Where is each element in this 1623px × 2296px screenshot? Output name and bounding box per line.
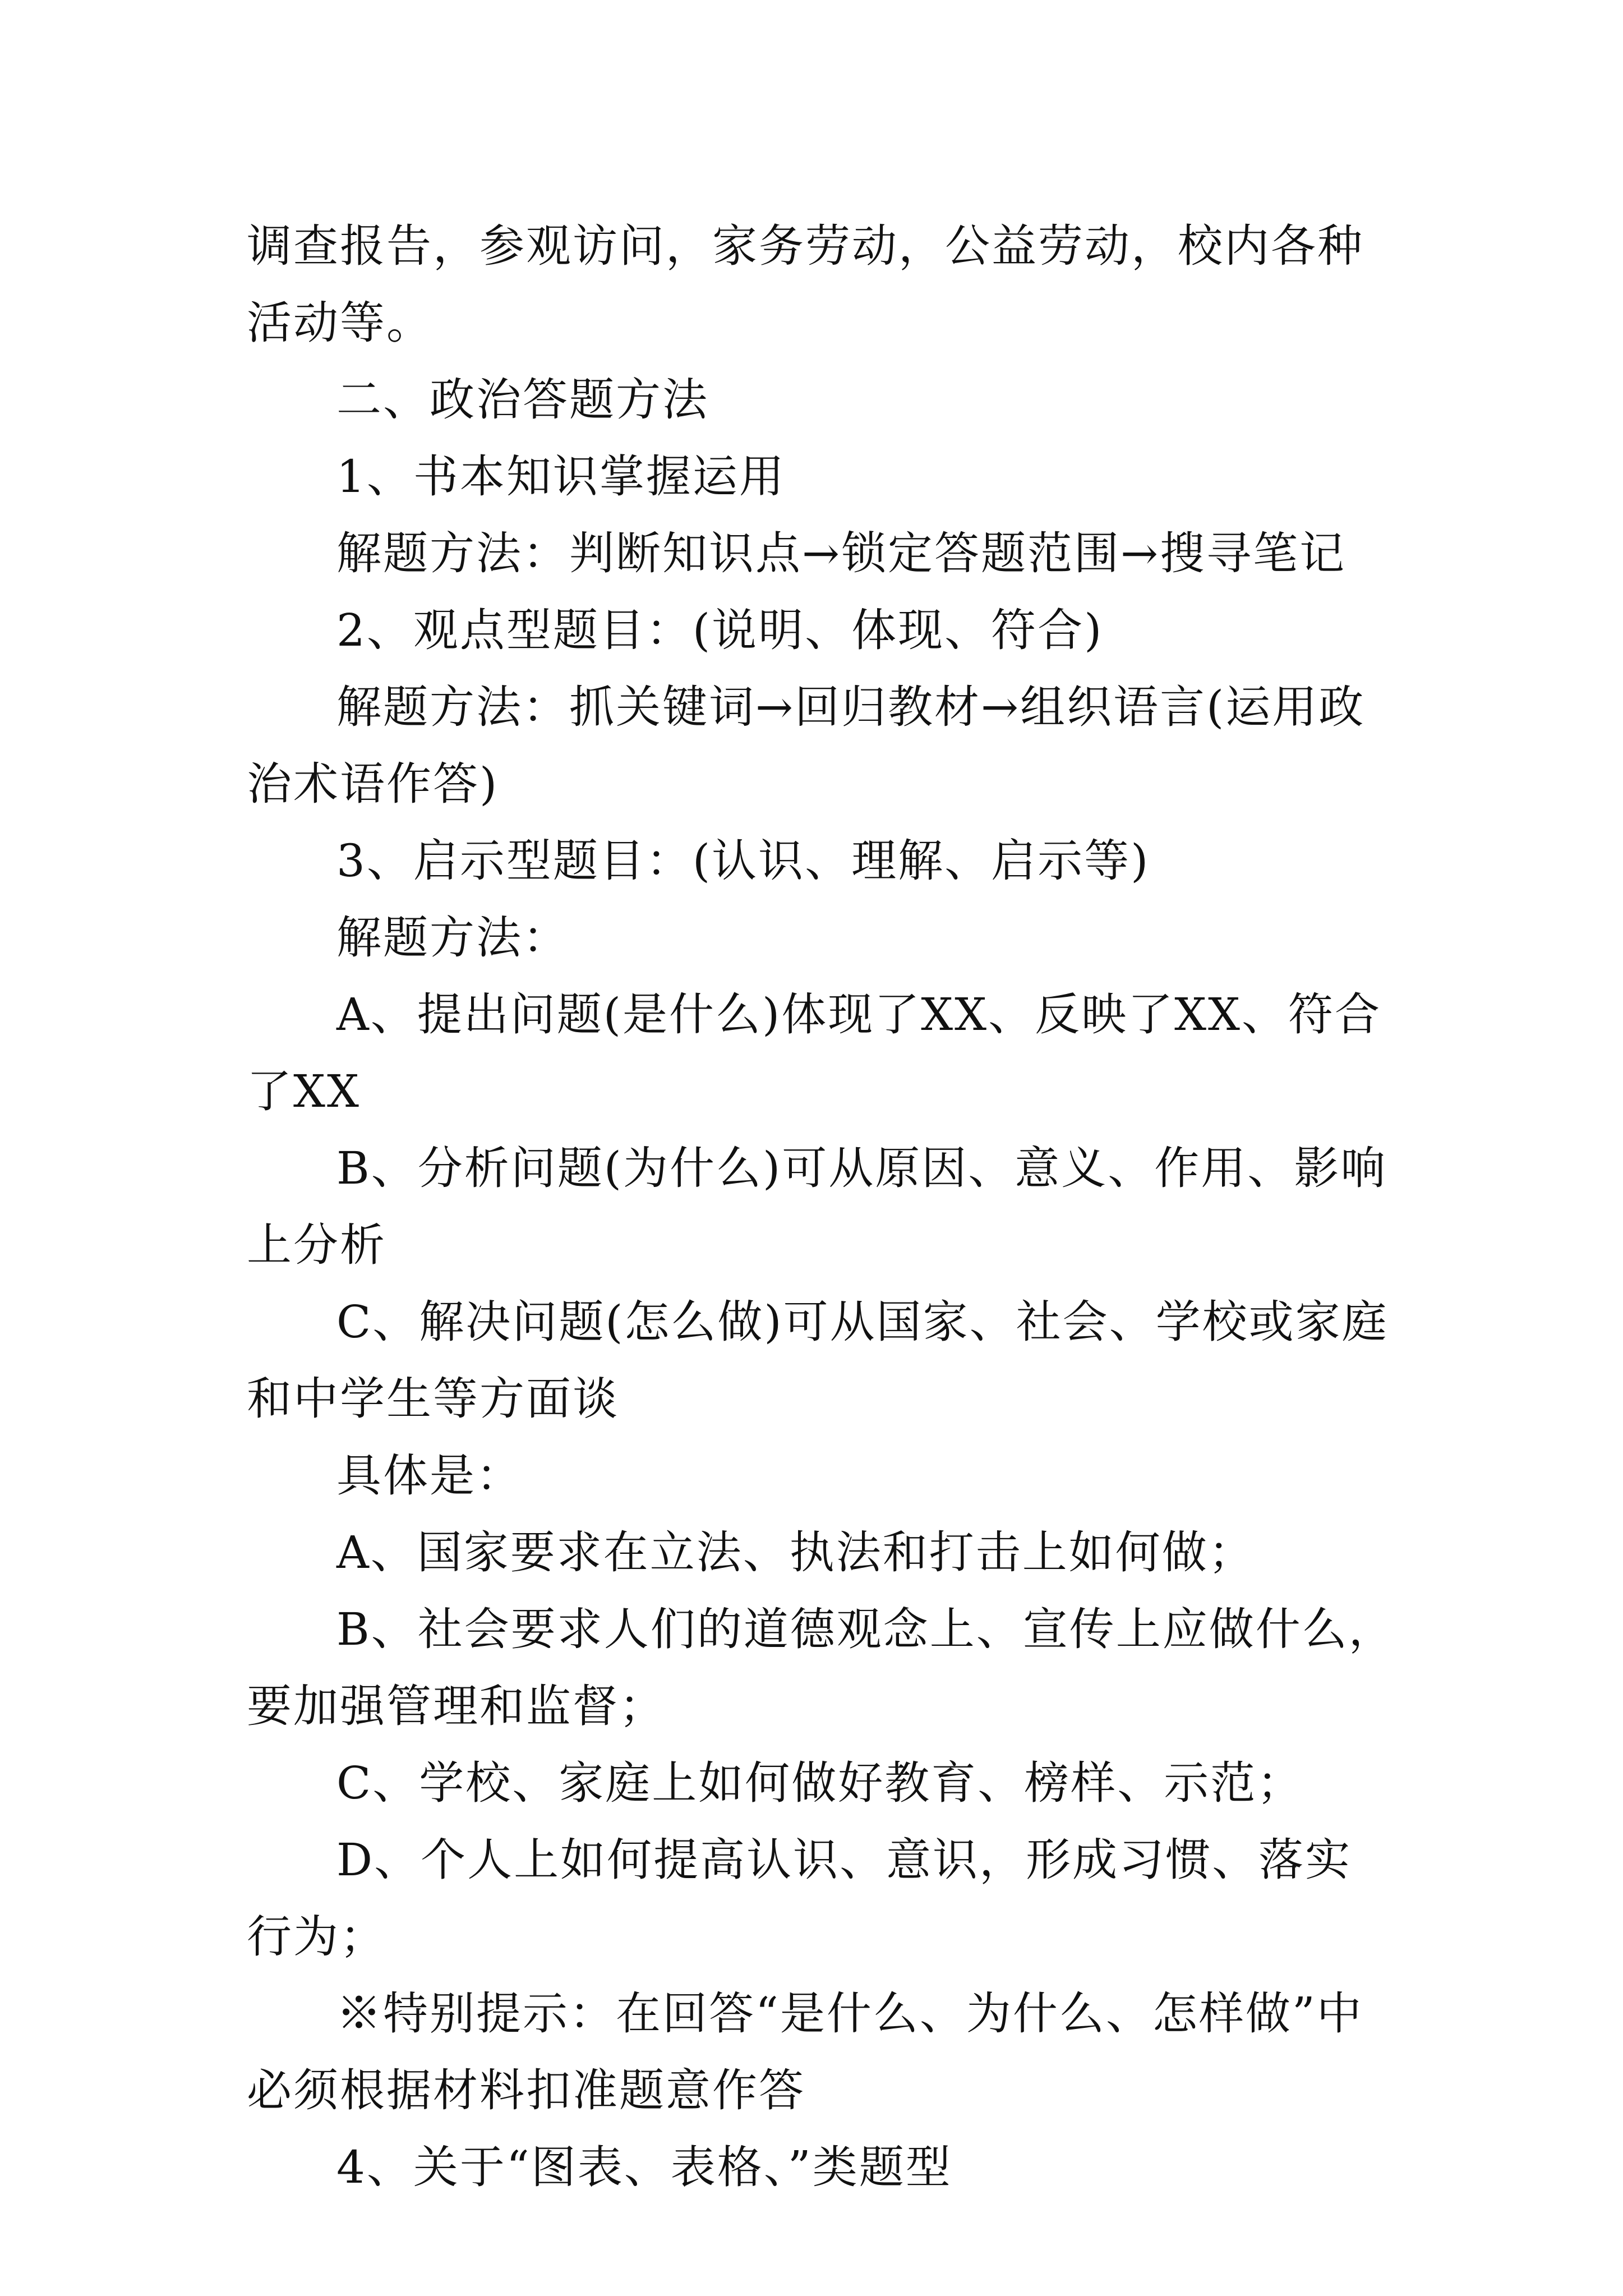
document-body bbox=[247, 208, 1396, 2206]
list-item: C、学校、家庭上如何做好教育、榜样、示范； bbox=[336, 1757, 1304, 1809]
special-note: ※特别提示：在回答“是什么、为什么、怎样做”中必须根据材料扣准题意作答 bbox=[247, 1987, 1363, 2116]
list-item: C、解决问题(怎么做)可从国家、社会、学校或家庭和中学生等方面谈 bbox=[247, 1296, 1389, 1425]
subsection-heading: 4、关于“图表、表格、”类题型 bbox=[336, 2141, 952, 2193]
list-item: B、社会要求人们的道德观念上、宣传上应做什么，要加强管理和监督； bbox=[247, 1603, 1395, 1732]
list-item: A、国家要求在立法、执法和打击上如何做； bbox=[336, 1526, 1255, 1579]
paragraph: 解题方法：抓关键词→回归教材→组织语言(运用政治术语作答) bbox=[247, 681, 1366, 810]
list-item: D、个人上如何提高认识、意识，形成习惯、落实行为； bbox=[247, 1834, 1352, 1963]
list-item: B、分析问题(为什么)可从原因、意义、作用、影响上分析 bbox=[247, 1142, 1387, 1271]
paragraph: 具体是： bbox=[336, 1450, 523, 1502]
paragraph: 解题方法：判断知识点→锁定答题范围→搜寻笔记 bbox=[336, 527, 1347, 579]
subsection-heading: 3、启示型题目：(认识、理解、启示等) bbox=[336, 835, 1150, 887]
subsection-heading: 2、观点型题目：(说明、体现、符合) bbox=[336, 604, 1104, 656]
list-item: A、提出问题(是什么)体现了XX、反映了XX、符合了XX bbox=[247, 988, 1382, 1117]
section-heading: 二、政治答题方法 bbox=[336, 374, 709, 426]
subsection-heading: 1、书本知识掌握运用 bbox=[336, 450, 786, 503]
paragraph: 解题方法： bbox=[336, 912, 569, 964]
paragraph: 调查报告，参观访问，家务劳动，公益劳动，校内各种活动等。 bbox=[247, 220, 1364, 349]
